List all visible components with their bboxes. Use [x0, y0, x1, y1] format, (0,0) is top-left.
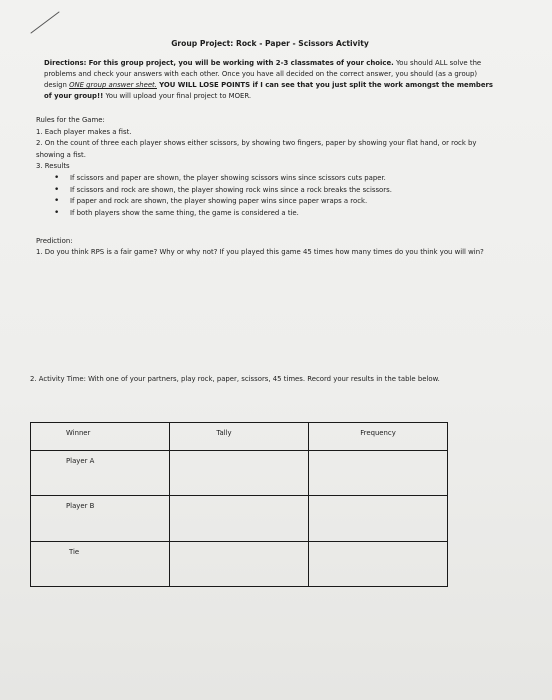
rule-step-1: 1. Each player makes a fist. — [36, 127, 132, 136]
table-row — [31, 451, 448, 496]
frequency-cell-player-b[interactable] — [309, 496, 448, 542]
prediction-section — [36, 236, 498, 258]
row-label-player-b: Player B — [31, 496, 170, 542]
header-tally: Tally — [170, 423, 309, 451]
tally-cell-player-a[interactable] — [170, 451, 309, 496]
frequency-cell-player-a[interactable] — [309, 451, 448, 496]
rules-heading: Rules for the Game: — [36, 116, 105, 124]
directions-label: Directions: — [44, 59, 87, 67]
row-label-player-a: Player A — [31, 451, 170, 496]
results-list — [36, 173, 496, 219]
results-table — [30, 422, 448, 587]
directions-bold-intro: For this group project, you will be working with 2-3 classmates of your choice. — [88, 59, 394, 67]
activity-instructions: 2. Activity Time: With one of your partners, play rock, paper, scissors, 45 times. Record your results in the table below. — [30, 375, 440, 383]
tally-cell-player-b[interactable] — [170, 496, 309, 542]
result-item: • If scissors and rock are shown, the player showing rock wins since a rock breaks the scissors. — [70, 185, 496, 197]
header-winner: Winner — [31, 423, 170, 451]
result-item: • If scissors and paper are shown, the player showing scissors wins since scissors cuts paper. — [70, 173, 496, 185]
table-row — [31, 496, 448, 542]
header-frequency: Frequency — [309, 423, 448, 451]
rules-section — [36, 115, 496, 219]
rule-step-2: 2. On the count of three each player shows either scissors, by showing two fingers, paper by showing your flat hand, or rock by showing a fist. — [36, 139, 477, 159]
directions-upload-note: You will upload your final project to MOER. — [103, 92, 252, 100]
pencil-check-mark — [29, 9, 61, 35]
row-label-tie: Tie — [31, 542, 170, 587]
tally-cell-tie[interactable] — [170, 542, 309, 587]
result-item: • If paper and rock are shown, the player showing paper wins since paper wraps a rock. — [70, 196, 496, 208]
rule-step-3: 3. Results — [36, 162, 70, 171]
prediction-heading: Prediction: — [36, 237, 73, 245]
group-answer-sheet-link: ONE group answer sheet. — [69, 81, 157, 89]
page-title: Group Project: Rock - Paper - Scissors Activity — [171, 39, 369, 48]
frequency-cell-tie[interactable] — [309, 542, 448, 587]
table-row — [31, 542, 448, 587]
directions-paragraph — [44, 58, 496, 102]
table-header-row — [31, 423, 448, 451]
directions-text: You should ALL solve the problems and check your answers with each other. Once you have all decided on the correct answer, you should (as a group) design — [44, 59, 482, 89]
directions-warning: YOU WILL LOSE POINTS if I can see that you just split the work amongst the members of your group!! — [44, 81, 494, 100]
prediction-question: 1. Do you think RPS is a fair game? Why or why not? If you played this game 45 times how many times do you think you will win? — [36, 248, 484, 257]
result-item: • If both players show the same thing, the game is considered a tie. — [70, 208, 496, 220]
